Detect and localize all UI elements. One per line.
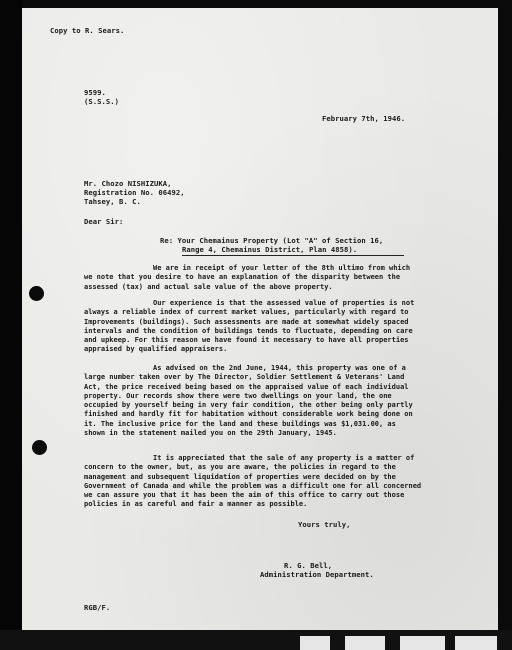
signature-department: Administration Department. <box>260 570 374 579</box>
paragraph-line: It is appreciated that the sale of any property is a matter of <box>153 454 415 462</box>
paragraph-2 <box>84 299 444 355</box>
paragraph-line: we note that you desire to have an explanation of the disparity between the <box>84 273 401 282</box>
file-number: 9599. <box>84 88 106 97</box>
salutation: Dear Sir: <box>84 217 124 226</box>
paragraph-line: As advised on the 2nd June, 1944, this property was one of a <box>153 364 406 372</box>
paragraph-line: it. The inclusive price for the land and these buildings was $1,031.00, as <box>84 419 396 428</box>
paragraph-line: intervals and the condition of buildings tends to fluctuate, depending on care <box>84 326 413 335</box>
recipient-city: Tahsey, B. C. <box>84 197 141 206</box>
subject-underline <box>182 255 404 256</box>
paragraph-line: assessed (tax) and actual sale value of the above property. <box>84 282 333 291</box>
paragraph-1 <box>84 264 444 292</box>
paragraph-line: shown in the statement mailed you on the 29th January, 1945. <box>84 429 337 438</box>
paragraph-line: appraised by qualified appraisers. <box>84 345 228 354</box>
signature-name: R. G. Bell, <box>284 561 333 570</box>
paragraph-line: large number taken over by The Director, Soldier Settlement & Veterans' Land <box>84 373 405 382</box>
paragraph-line: policies in as careful and fair a manner as possible. <box>84 500 308 509</box>
paragraph-line: Our experience is that the assessed value of properties is not <box>153 299 415 307</box>
film-edge-left <box>0 0 22 650</box>
paragraph-line: Improvements (buildings). Such assessments are made at somewhat widely spaced <box>84 317 409 326</box>
letter-date: February 7th, 1946. <box>322 114 406 123</box>
paragraph-line: Act, the price received being based on the appraised value of each individual <box>84 382 409 391</box>
letter-page <box>22 8 498 630</box>
recipient-name: Mr. Chozo NISHIZUKA, <box>84 179 172 188</box>
file-code: (S.S.S.) <box>84 97 120 106</box>
paragraph-line: Government of Canada and while the problem was a difficult one for all concerned <box>84 481 422 490</box>
punch-hole-bottom <box>32 440 47 455</box>
closing: Yours truly, <box>298 520 351 529</box>
paragraph-line: we can assure you that it has been the aim of this office to carry out those <box>84 491 405 500</box>
copy-note: Copy to R. Sears. <box>50 26 125 35</box>
paragraph-line: management and subsequent liquidation of properties were decided on by the <box>84 472 396 481</box>
subject-line-1: Re: Your Chemainus Property (Lot "A" of Section 16, <box>160 236 384 245</box>
film-edge-bottom <box>0 630 512 650</box>
punch-hole-top <box>29 286 44 301</box>
paragraph-3 <box>84 364 444 438</box>
paragraph-line: We are in receipt of your letter of the 8th ultimo from which <box>153 264 411 272</box>
typist-initials: RGB/F. <box>84 603 111 612</box>
paragraph-line: occupied by yourself being in very fair condition, the other being only partly <box>84 401 413 410</box>
paragraph-line: and upkeep. For this reason we have found it necessary to have all properties <box>84 336 409 345</box>
paragraph-4 <box>84 454 444 510</box>
paragraph-line: finished and hardly fit for habitation without considerable work being done on <box>84 410 413 419</box>
subject-line-2: Range 4, Chemainus District, Plan 4858). <box>182 245 358 254</box>
paragraph-line: property. Our records show there were two dwellings on your land, the one <box>84 391 392 400</box>
paragraph-line: concern to the owner, but, as you are aware, the policies in regard to the <box>84 463 396 472</box>
paragraph-line: always a reliable index of current market values, particularly with regard to <box>84 308 409 317</box>
recipient-registration: Registration No. 06492, <box>84 188 185 197</box>
